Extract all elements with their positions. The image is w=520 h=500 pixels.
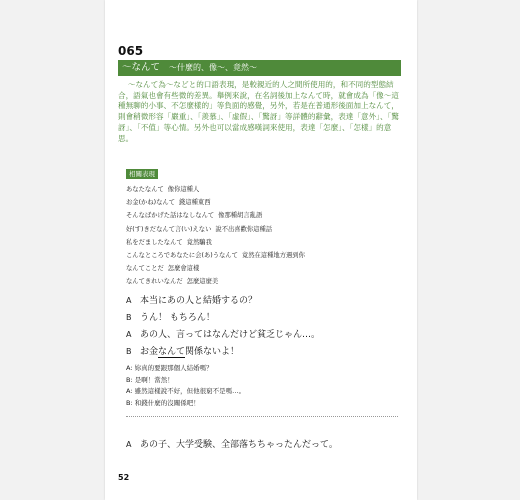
lesson-title-bar [118, 60, 401, 76]
dialogue-text-end: 関係ないよ！ [185, 347, 240, 357]
related-expressions-label: 相關表現 [126, 169, 158, 179]
lesson-subtitle: ～什麼的、像～、竟然～ [169, 63, 258, 72]
speaker-label: A [126, 296, 132, 305]
expression-item [126, 275, 305, 288]
speaker-label: B [126, 313, 132, 322]
translation-line: B: 是啊！當然！ [126, 375, 174, 384]
highlighted-grammar: なんて [158, 347, 186, 357]
book-page [105, 0, 417, 500]
dialogue-line [126, 322, 320, 339]
lesson-title: ～なんて [122, 62, 161, 73]
expression-jp: なんてきれいなんだ [126, 278, 183, 286]
expression-item [126, 223, 305, 236]
intro-paragraph: ～なんて為～などと的口語表現，是較親近的人之間所使用的，和不同的型態結合，語氣也會有些微的差異。舉例來說，在名詞後加上なんて時，就會成為「像～這種無聊的小事、不怎麼樣的」等負面的感覺，另外，若是在普通形後面加上なんて，則會稍微形容「嚴重」、「羨慕」、「虛假」、「驚訝」等詳體的辭彙，表達「意外」、「驚訝」、「不值」等心情。另外也可以當成感嘆詞來使用，表達「怎麼」、「怎樣」的意思。 [118, 80, 399, 143]
expression-jp: 私をだましたなんて [126, 238, 183, 246]
related-expressions-list [126, 183, 305, 289]
translation-line: B: 和錢什麼的沒關係吧！ [126, 398, 200, 407]
translation-line: A: 雖然這樣說不好，但他很窮不是嗎…。 [126, 387, 246, 395]
lesson-number: 065 [118, 44, 144, 58]
expression-translation: 說不出喜歡你這種話 [215, 225, 273, 233]
next-dialogue-line [126, 432, 338, 451]
dialogue-text: 本当にあの人と結婚するの？ [140, 296, 258, 306]
expression-item [126, 183, 305, 196]
expression-translation: 像那種胡言亂語 [218, 212, 263, 220]
expression-item [126, 249, 305, 262]
expression-jp: こんなところであなたに会(あ)うなんて [126, 252, 238, 260]
expression-translation: 竟然在這種地方遇到你 [241, 252, 305, 260]
expression-translation: 竟然騙我 [186, 238, 212, 246]
expression-translation: 怎麼會這樣 [167, 265, 200, 273]
section-divider [126, 416, 398, 417]
dialogue-line [126, 339, 320, 356]
expression-jp: なんてことだ [126, 265, 164, 273]
expression-item [126, 236, 305, 249]
dialogue [126, 288, 320, 356]
expression-jp: あなたなんて [126, 186, 164, 193]
expression-item [126, 262, 305, 275]
dialogue-text: あの人、言ってはなんだけど貧乏じゃん…。 [140, 330, 321, 340]
expression-translation: 怎麼這麼美 [186, 278, 219, 286]
dialogue-line [126, 305, 320, 322]
expression-item [126, 209, 305, 222]
dialogue-text: お金 [140, 347, 159, 357]
speaker-label: A [126, 440, 132, 449]
expression-translation: 像你這種人 [167, 186, 200, 193]
expression-jp: お金(かね)なんて [126, 199, 175, 207]
speaker-label: A [126, 330, 132, 339]
dialogue-text: あの子、大学受験、全部落ちちゃったんだって。 [140, 440, 338, 450]
dialogue-text: うん！ もちろん！ [140, 313, 215, 323]
expression-jp: 好(す)きだなんて言(い)えない [126, 225, 212, 233]
page-number: 52 [118, 473, 130, 482]
dialogue-translations [126, 363, 245, 409]
dialogue-line [126, 288, 320, 305]
expression-item [126, 196, 305, 209]
expression-jp: そんなばかげた話はなしなんて [126, 212, 215, 220]
speaker-label: B [126, 347, 132, 356]
expression-translation: 錢這種東西 [179, 199, 211, 207]
translation-line: A: 妳真的要跟那個人結婚嗎？ [126, 364, 213, 372]
